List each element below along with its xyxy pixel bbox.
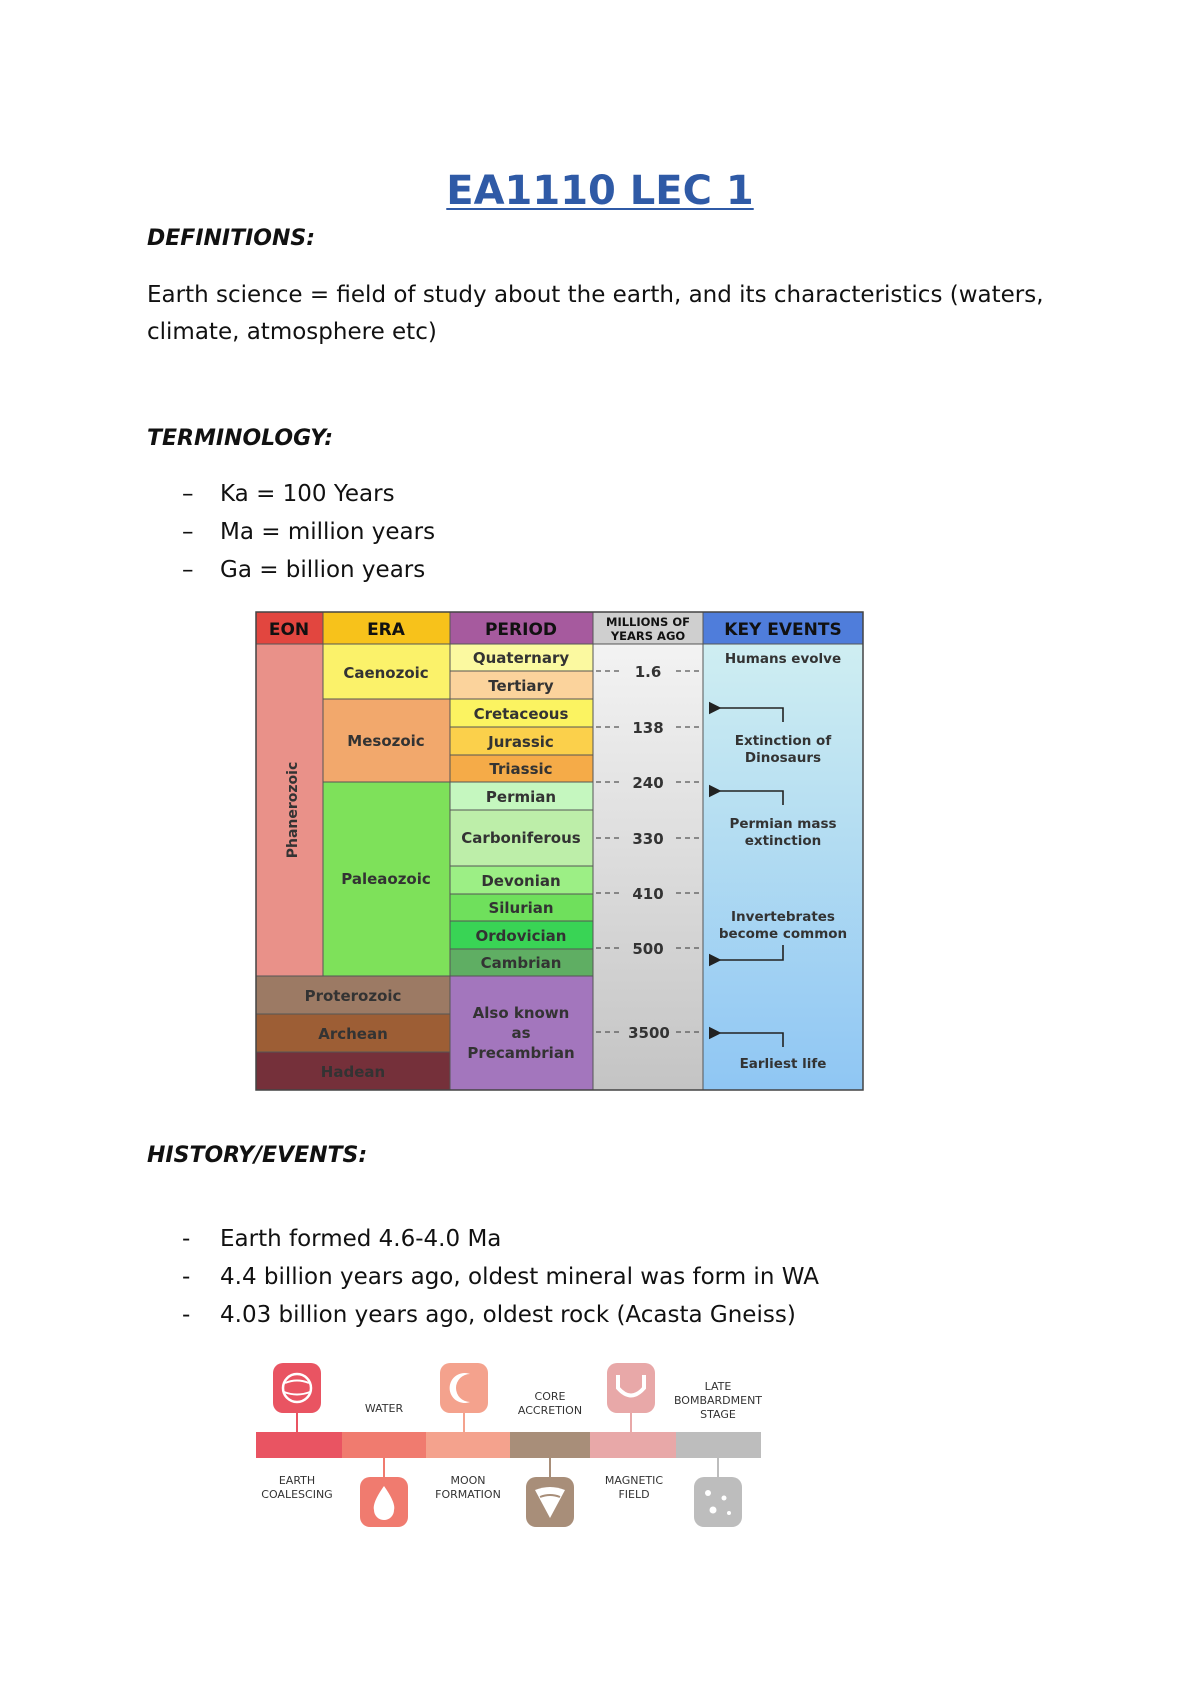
age-label: 330 — [632, 830, 664, 848]
timeline-label: ACCRETION — [517, 1404, 583, 1417]
timeline-label: BOMBARDMENT — [673, 1394, 763, 1407]
event-label: become common — [718, 926, 848, 942]
timeline-label: WATER — [364, 1402, 404, 1415]
age-label: 240 — [632, 774, 664, 792]
terminology-heading: TERMINOLOGY: — [147, 426, 334, 451]
period-label: Cretaceous — [473, 705, 569, 723]
definitions-heading: DEFINITIONS: — [147, 226, 316, 251]
list-item-text: 4.4 billion years ago, oldest mineral was form in WA — [220, 1264, 819, 1290]
timeline-label: FORMATION — [435, 1488, 501, 1501]
events-header-label: KEY EVENTS — [724, 620, 842, 640]
period-label: Silurian — [488, 899, 554, 917]
period-label: Quaternary — [472, 649, 570, 667]
timeline-label: EARTH — [278, 1474, 316, 1487]
bullet: – — [182, 519, 194, 545]
period-label: Permian — [485, 788, 557, 806]
precambrian-note: Also known — [472, 1004, 570, 1022]
timeline-label: CORE — [534, 1390, 566, 1403]
age-label: 3500 — [628, 1024, 670, 1042]
period-label: Tertiary — [488, 677, 554, 695]
event-label: Invertebrates — [731, 909, 835, 925]
age-label: 500 — [632, 940, 664, 958]
list-item-text: 4.03 billion years ago, oldest rock (Acasta Gneiss) — [220, 1302, 796, 1328]
archean-label: Archean — [318, 1025, 388, 1043]
age-label: 410 — [632, 885, 664, 903]
era-header-label: ERA — [367, 620, 405, 640]
hadean-label: Hadean — [320, 1063, 386, 1081]
bullet: - — [182, 1226, 191, 1252]
list-item-text: Ga = billion years — [220, 557, 426, 583]
period-label: Jurassic — [488, 733, 554, 751]
event-label: Humans evolve — [724, 651, 842, 667]
page-title: EA1110 LEC 1 — [446, 168, 754, 214]
phanerozoic-label: Phanerozoic — [285, 761, 301, 859]
eon-header-label: EON — [268, 620, 310, 640]
bullet: – — [182, 557, 194, 583]
timeline-label: STAGE — [700, 1408, 736, 1421]
bullet: - — [182, 1302, 191, 1328]
list-item-text: Ma = million years — [220, 519, 436, 545]
period-label: Devonian — [481, 872, 561, 890]
period-label: Ordovician — [475, 927, 567, 945]
timeline-label: COALESCING — [261, 1488, 333, 1501]
definition-line: Earth science = field of study about the earth, and its characteristics (waters, — [147, 282, 1044, 308]
period-label: Carboniferous — [461, 829, 581, 847]
timeline-label: LATE — [704, 1380, 732, 1393]
list-item-text: Ka = 100 Years — [220, 481, 395, 507]
age-label: 138 — [632, 719, 664, 737]
timeline-label: MAGNETIC — [604, 1474, 664, 1487]
period-label: Cambrian — [480, 954, 562, 972]
list-item-text: Earth formed 4.6-4.0 Ma — [220, 1226, 502, 1252]
event-label: extinction — [744, 833, 822, 849]
proterozoic-label: Proterozoic — [304, 987, 402, 1005]
mya-header-label: MILLIONS OF — [606, 615, 690, 629]
history-list — [182, 1220, 819, 1334]
list-item — [182, 1220, 819, 1258]
timeline-label: FIELD — [618, 1488, 650, 1501]
event-label: Dinosaurs — [744, 750, 822, 766]
caenozoic-label: Caenozoic — [343, 664, 429, 682]
bullet: – — [182, 481, 194, 507]
list-item — [182, 1258, 819, 1296]
precambrian-note: Precambrian — [467, 1044, 575, 1062]
event-label: Earliest life — [739, 1056, 827, 1072]
bullet: - — [182, 1264, 191, 1290]
timeline-label: MOON — [450, 1474, 486, 1487]
mesozoic-label: Mesozoic — [347, 732, 425, 750]
age-label: 1.6 — [634, 663, 662, 681]
paleozoic-label: Paleaozoic — [341, 870, 431, 888]
period-header-label: PERIOD — [484, 620, 558, 640]
period-label: Triassic — [489, 760, 553, 778]
event-label: Permian mass — [729, 816, 837, 832]
mya-header-label: YEARS AGO — [610, 629, 686, 643]
precambrian-note: as — [511, 1024, 531, 1042]
definition-line: climate, atmosphere etc) — [147, 319, 437, 345]
history-heading: HISTORY/EVENTS: — [147, 1143, 368, 1168]
list-item — [182, 1296, 819, 1334]
event-label: Extinction of — [734, 733, 832, 749]
